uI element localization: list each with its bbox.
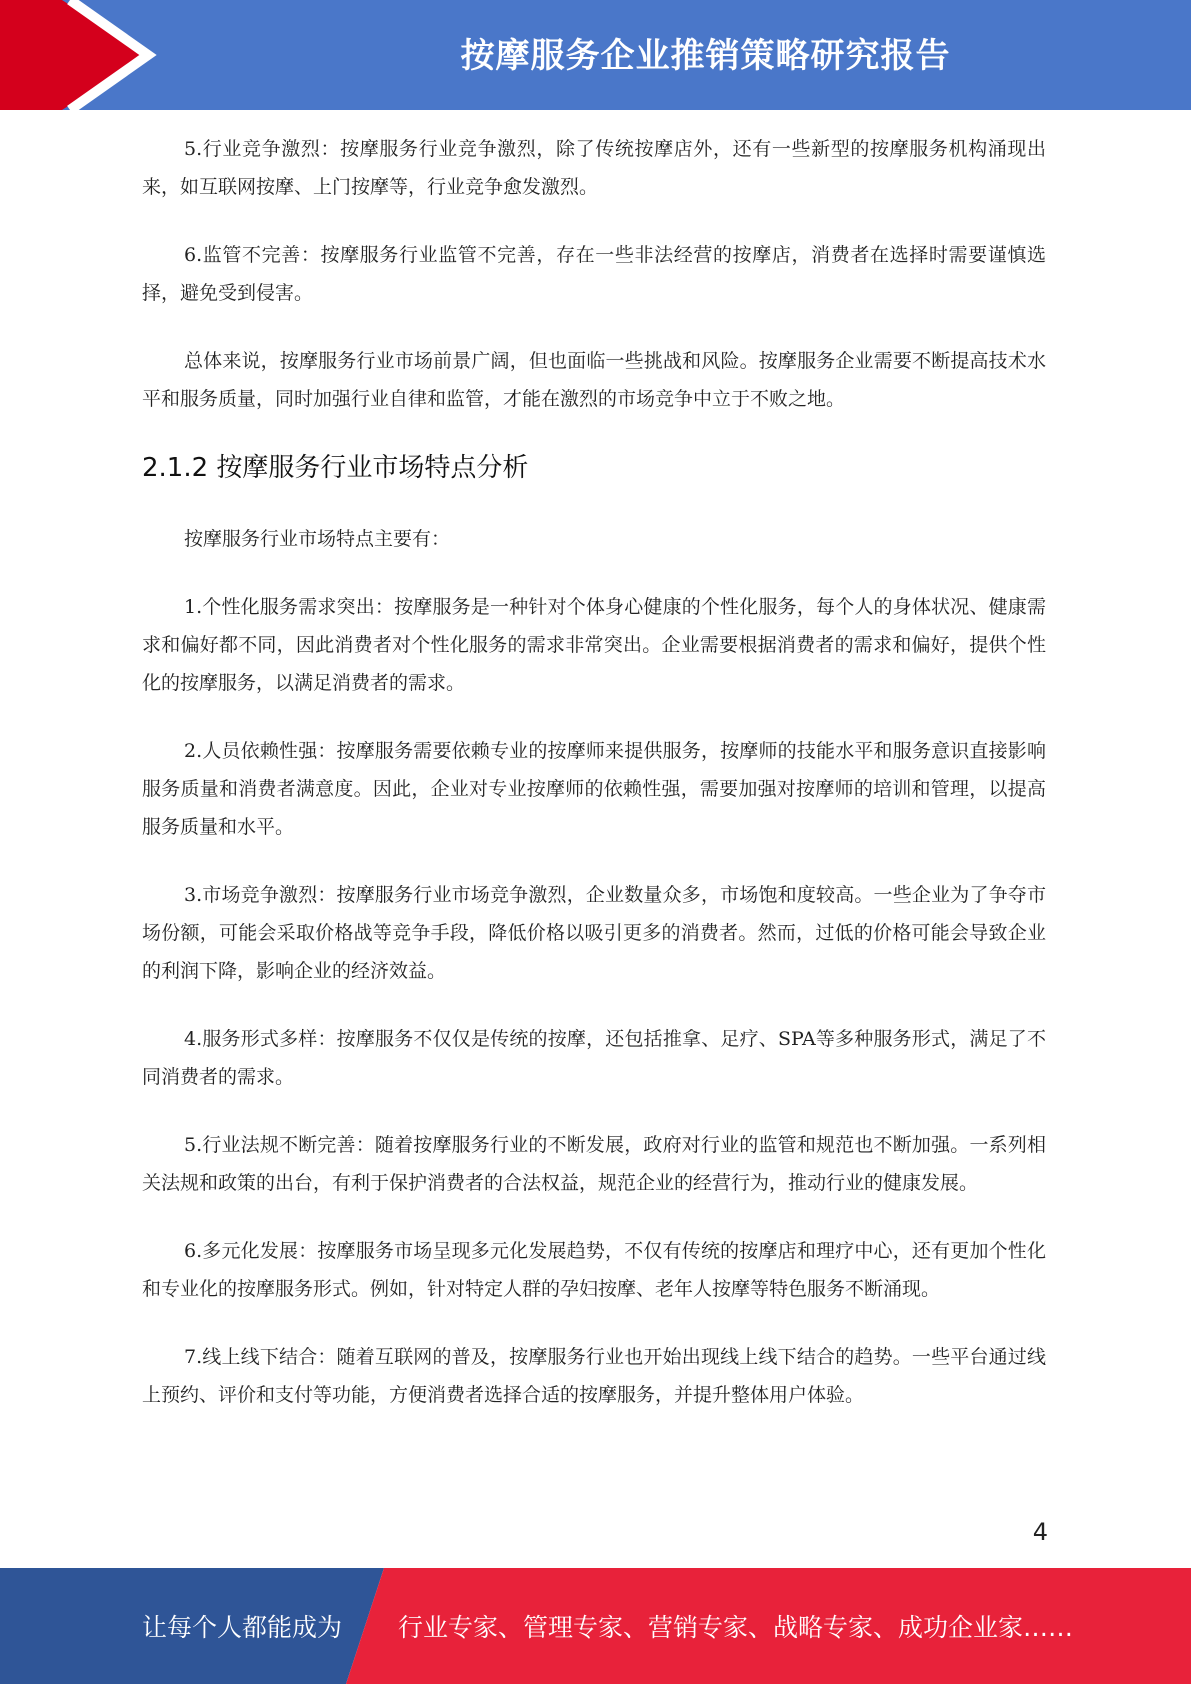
paragraph-item-2: 2.人员依赖性强：按摩服务需要依赖专业的按摩师来提供服务，按摩师的技能水平和服务意识直接影响服务质量和消费者满意度。因此，企业对专业按摩师的依赖性强，需要加强对按摩师的培训和管理，以提高服务质量和水平。 xyxy=(142,740,1046,838)
paragraph-competition: 5.行业竞争激烈：按摩服务行业竞争激烈，除了传统按摩店外，还有一些新型的按摩服务机构涌现出来，如互联网按摩、上门按摩等，行业竞争愈发激烈。 xyxy=(142,138,1046,198)
page-footer xyxy=(0,1568,1191,1684)
paragraph-intro: 按摩服务行业市场特点主要有： xyxy=(184,528,451,550)
paragraph-item-6: 6.多元化发展：按摩服务市场呈现多元化发展趋势，不仅有传统的按摩店和理疗中心，还有更加个性化和专业化的按摩服务形式。例如，针对特定人群的孕妇按摩、老年人按摩等特色服务不断涌现。 xyxy=(142,1240,1046,1300)
section-heading: 2.1.2 按摩服务行业市场特点分析 xyxy=(142,453,529,483)
paragraph-item-3: 3.市场竞争激烈：按摩服务行业市场竞争激烈，企业数量众多，市场饱和度较高。一些企业为了争夺市场份额，可能会采取价格战等竞争手段，降低价格以吸引更多的消费者。然而，过低的价格可能会导致企业的利润下降，影响企业的经济效益。 xyxy=(142,884,1046,982)
paragraph-item-5: 5.行业法规不断完善：随着按摩服务行业的不断发展，政府对行业的监管和规范也不断加强。一系列相关法规和政策的出台，有利于保护消费者的合法权益，规范企业的经营行为，推动行业的健康发展。 xyxy=(142,1134,1046,1194)
page-header xyxy=(0,0,1191,110)
footer-slogan-left: 让每个人都能成为 xyxy=(142,1613,343,1642)
paragraph-summary: 总体来说，按摩服务行业市场前景广阔，但也面临一些挑战和风险。按摩服务企业需要不断提高技术水平和服务质量，同时加强行业自律和监管，才能在激烈的市场竞争中立于不败之地。 xyxy=(142,350,1046,410)
paragraph-item-1: 1.个性化服务需求突出：按摩服务是一种针对个体身心健康的个性化服务，每个人的身体状况、健康需求和偏好都不同，因此消费者对个性化服务的需求非常突出。企业需要根据消费者的需求和偏好，提供个性化的按摩服务，以满足消费者的需求。 xyxy=(142,596,1046,694)
report-title: 按摩服务企业推销策略研究报告 xyxy=(460,36,951,76)
paragraph-item-4: 4.服务形式多样：按摩服务不仅仅是传统的按摩，还包括推拿、足疗、SPA等多种服务形式，满足了不同消费者的需求。 xyxy=(142,1028,1046,1088)
paragraph-item-7: 7.线上线下结合：随着互联网的普及，按摩服务行业也开始出现线上线下结合的趋势。一些平台通过线上预约、评价和支付等功能，方便消费者选择合适的按摩服务，并提升整体用户体验。 xyxy=(142,1346,1046,1406)
footer-slogan-right: 行业专家、管理专家、营销专家、战略专家、成功企业家…… xyxy=(398,1613,1074,1642)
paragraph-regulation: 6.监管不完善：按摩服务行业监管不完善，存在一些非法经营的按摩店，消费者在选择时需要谨慎选择，避免受到侵害。 xyxy=(142,244,1046,304)
page-number: 4 xyxy=(1032,1518,1048,1546)
document-body xyxy=(142,130,1046,1444)
